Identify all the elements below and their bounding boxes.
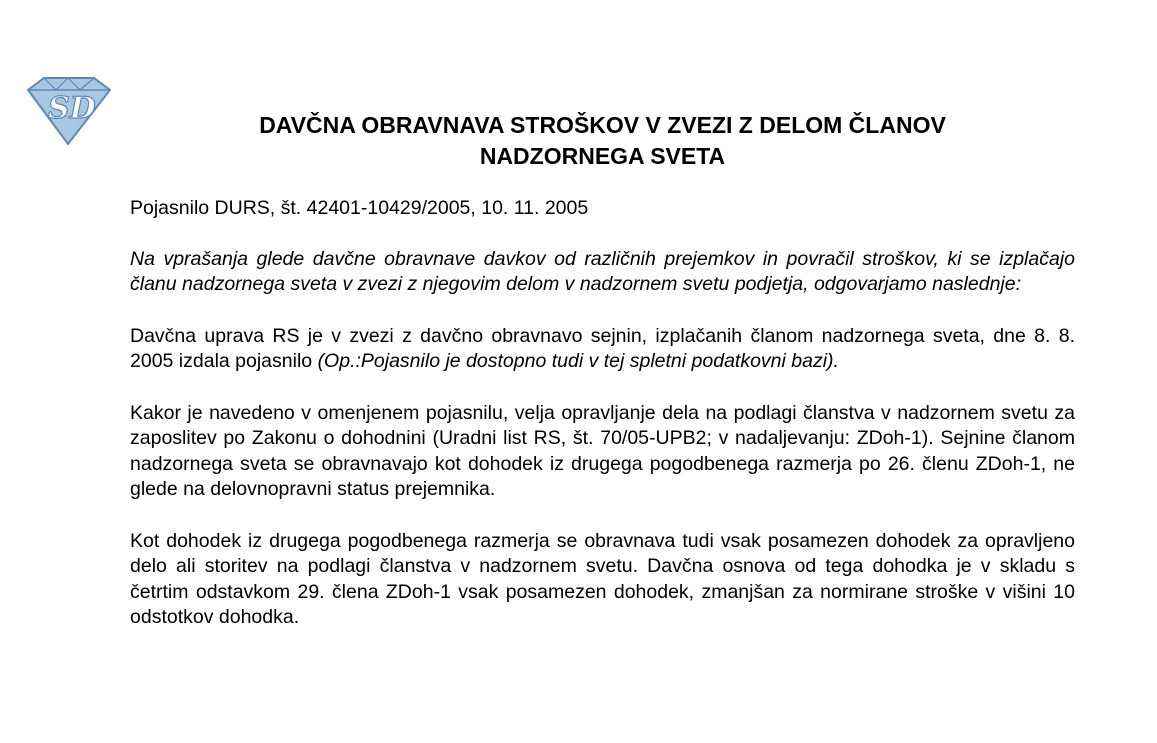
paragraph-2: Kakor je navedeno v omenjenem pojasnilu, velja opravljanje dela na podlagi članstva v nadzornem svetu za zaposlitev po Zakonu o dohodnini (Uradni list RS, št. 70/05-UPB2; v nadaljevanju: ZDoh-1). Sejnine članom nadzornega sveta se obravnavajo kot dohodek iz drugega pogodbenega razmerja po 26. členu ZDoh-1, ne glede na delovnopravni status prejemnika. — [130, 401, 1075, 500]
logo-letter-s: SD — [48, 91, 96, 126]
title-line-2: NADZORNEGA SVETA — [479, 143, 726, 169]
intro-paragraph: Na vprašanja glede davčne obravnave davkov od različnih prejemkov in povračil stroškov, ki se izplačajo članu nadzornega sveta v zvezi z njegovim delom v nadzornem svetu podjetja, odgovarjamo naslednje: — [130, 247, 1075, 295]
document-title — [130, 110, 1075, 172]
paragraph-3: Kot dohodek iz drugega pogodbenega razmerja se obravnava tudi vsak posamezen dohodek za opravljeno delo ali storitev na podlagi članstva v nadzornem svetu. Davčna osnova od tega dohodka je v skladu s četrtim odstavkom 29. člena ZDoh-1 vsak posamezen dohodek, zmanjšan za normirane stroške v višini 10 odstotkov dohodka. — [130, 529, 1075, 628]
diamond-logo-icon — [26, 72, 112, 150]
paragraph-1-text: Davčna uprava RS je v zvezi z davčno obravnavo sejnin, izplačanih članom nadzornega sveta, dne 8. 8. 2005 izdala pojasnilo — [130, 324, 1075, 372]
reference-line: Pojasnilo DURS, št. 42401-10429/2005, 10. 11. 2005 — [130, 197, 589, 219]
paragraph-1 — [130, 324, 1075, 375]
title-line-1: DAVČNA OBRAVNAVA STROŠKOV V ZVEZI Z DELOM ČLANOV — [259, 112, 946, 138]
logo-icon — [26, 72, 112, 150]
document-body — [130, 196, 1075, 657]
paragraph-1-note: (Op.:Pojasnilo je dostopno tudi v tej spletni podatkovni bazi). — [317, 350, 839, 372]
